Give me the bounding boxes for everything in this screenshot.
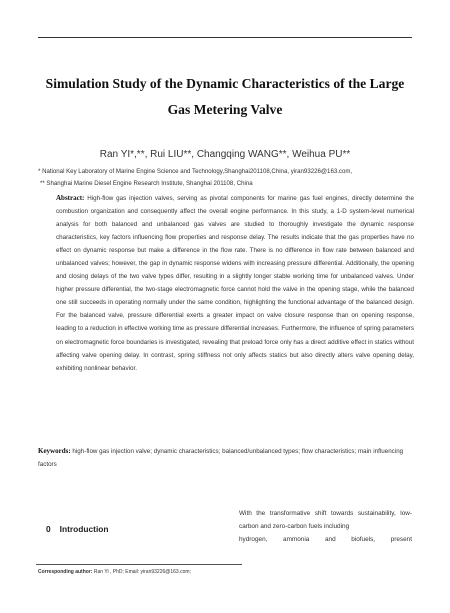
corresponding-author-text: Ran Yi , PhD; Email: yiran93226@163.com; — [93, 569, 191, 575]
keywords-label: Keywords: — [38, 447, 71, 455]
section-title: Introduction — [59, 524, 109, 534]
affiliation-1: * National Key Laboratory of Marine Engine Science and Technology,Shanghai201108,China, yiran93226@163.com, — [38, 168, 353, 175]
footnote-rule — [36, 564, 242, 565]
introduction-text — [239, 507, 412, 546]
corresponding-author-note — [38, 569, 191, 575]
section-heading-introduction — [46, 524, 109, 534]
introduction-text-body: With the transformative shift towards sustainability, low-carbon and zero-carbon fuels including — [239, 510, 412, 531]
paper-title — [30, 71, 420, 123]
corresponding-author-label: Corresponding author: — [38, 569, 93, 575]
keywords-text: high-flow gas injection valve; dynamic characteristics; balanced/unbalanced types; flow characteristics; main influencing factors — [38, 448, 404, 468]
affiliation-2: ** Shanghai Marine Diesel Engine Research Institute, Shanghai 201108, China — [40, 180, 253, 187]
keywords — [38, 445, 414, 471]
header-rule — [38, 37, 412, 38]
abstract-text: High-flow gas injection valves, serving as pivotal components for marine gas fuel engines, directly determine the combustion organization and consequently affect the overall engine performance. In this study, a 1-D system-level numerical analysis for both balanced and unbalanced gas valves are studied to thoroughly investigate the dynamic response characteristics, key factors influencing flow properties and response delay. The results indicate that the gas properties have no effect on dynamic response but make a difference in the flow rate. There is no difference in flow rate between balanced and unbalanced valves; however, the gap in dynamic response widens with increasing pressure differential. Additionally, the opening and closing delays of the two valve types differ, resulting in a slightly longer stable working time for unbalanced valves. Under higher pressure differential, the two-stage electromagnetic force cannot hold the valve in the opening stage, while the balanced one still succeeds in operating normally under the same condition, highlighting the functional advantage of the balanced design. For the balanced valve, pressure differential exerts a greater impact on valve closure response than on opening response, leading to a reduction in effective working time as pressure differential increases. Furthermore, the influence of spring parameters on electromagnetic force boundaries is investigated, revealing that preload force only has a direct additive effect in statics without affecting valve opening delay. In contrast, spring stiffness not only affects statics but also directly alters valve opening delay, exhibiting nonlinear behavior. — [56, 195, 414, 372]
abstract — [56, 192, 414, 375]
title-line-1: Simulation Study of the Dynamic Characteristics of the Large — [45, 76, 405, 91]
section-number: 0 — [46, 524, 51, 534]
abstract-label: Abstract: — [56, 194, 85, 202]
introduction-text-last-line: hydrogen, ammonia and biofuels, present — [239, 536, 412, 544]
author-list: Ran YI*,**, Rui LIU**, Changqing WANG**, Weihua PU** — [99, 149, 351, 160]
title-line-2: Gas Metering Valve — [167, 102, 283, 117]
